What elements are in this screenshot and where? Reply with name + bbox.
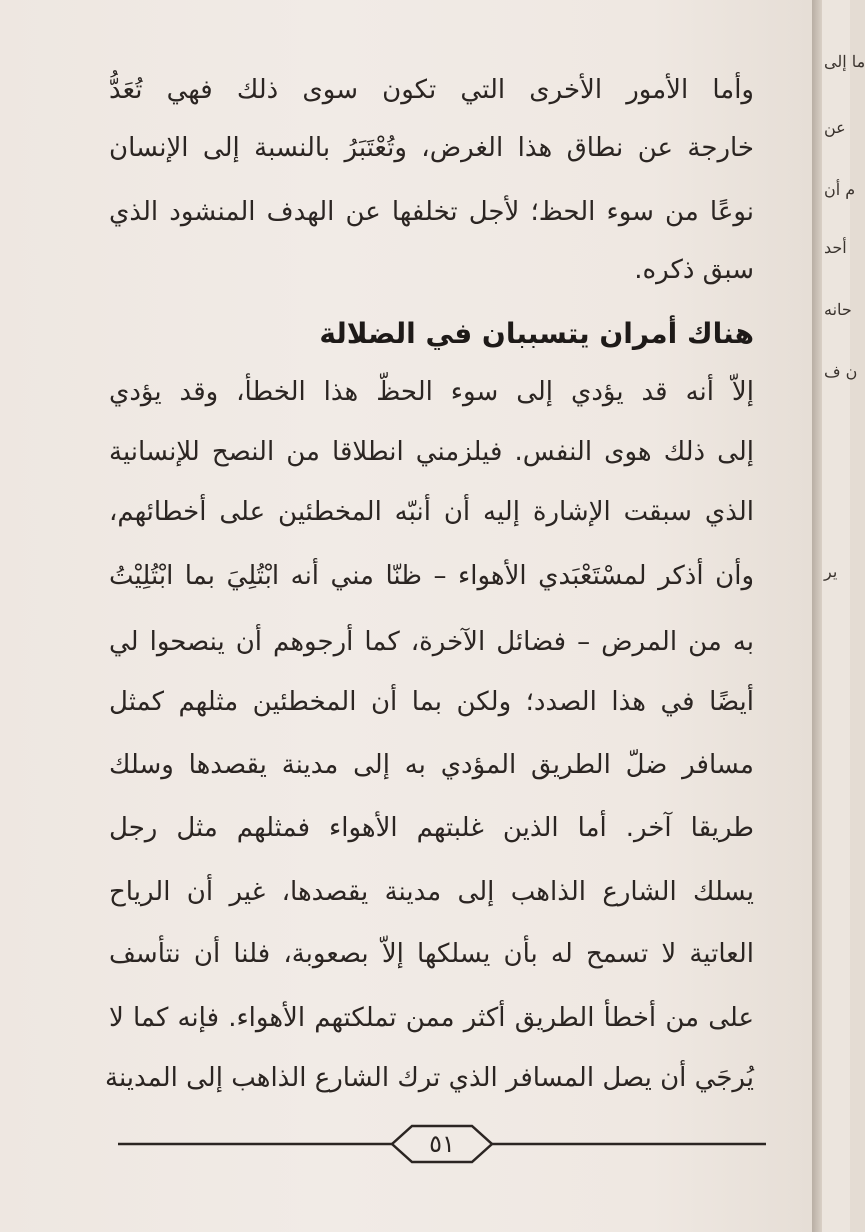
text-line: العاتية لا تسمح له بأن يسلكها إلاّ بصعوبة، فلنا أن نتأسف — [109, 939, 754, 969]
text-line: أيضًا في هذا الصدد؛ ولكن بما أن المخطئين مثلهم كمثل — [109, 687, 754, 717]
text-line: على من أخطأ الطريق أكثر ممن تملكتهم الأهواء. فإنه كما لا — [109, 1003, 754, 1033]
text-line: يُرجَي أن يصل المسافر الذي ترك الشارع الذاهب إلى المدينة — [105, 1063, 754, 1093]
adjacent-page-fragment: عن — [824, 118, 846, 137]
text-line: وأن أذكر لمسْتَعْبَدي الأهواء – ظنّا مني أنه ابْتُلِيَ بما ابْتُلِيْتُ — [109, 561, 754, 591]
text-line: إلاّ أنه قد يؤدي إلى سوء الحظّ هذا الخطأ، وقد يؤدي — [109, 377, 754, 407]
text-line: به من المرض – فضائل الآخرة، كما أرجوهم أن ينصحوا لي — [109, 627, 754, 657]
page-footer — [118, 1122, 766, 1166]
adjacent-page-fragment: ير — [824, 562, 838, 581]
text-line: مسافر ضلّ الطريق المؤدي به إلى مدينة يقصدها وسلك — [109, 750, 754, 780]
adjacent-page-fragment: ما إلى — [824, 52, 865, 71]
text-line: إلى ذلك هوى النفس. فيلزمني انطلاقا من النصح للإنسانية — [109, 437, 754, 467]
page-number: ٥١ — [429, 1130, 455, 1158]
text-line: طريقا آخر. أما الذين غلبتهم الأهواء فمثلهم مثل رجل — [109, 813, 754, 843]
text-line: نوعًا من سوء الحظ؛ لأجل تخلفها عن الهدف المنشود الذي — [109, 197, 754, 227]
book-spine-gap — [812, 0, 822, 1232]
adjacent-page-fragment: أحد — [824, 238, 847, 257]
text-line: سبق ذكره. — [634, 255, 754, 285]
adjacent-page-fragment: ن ف — [824, 362, 858, 381]
text-line: وأما الأمور الأخرى التي تكون سوى ذلك فهي تُعَدُّ — [109, 75, 754, 105]
adjacent-page-fragment: م أن — [824, 180, 856, 199]
adjacent-page-fragment: حانه — [824, 300, 852, 319]
section-heading: هناك أمران يتسببان في الضلالة — [319, 317, 754, 350]
text-line: خارجة عن نطاق هذا الغرض، وتُعْتَبَرُ بالنسبة إلى الإنسان — [109, 133, 754, 163]
text-line: يسلك الشارع الذاهب إلى مدينة يقصدها، غير أن الرياح — [109, 877, 754, 907]
adjacent-page-edge — [822, 0, 865, 1232]
text-line: الذي سبقت الإشارة إليه أن أنبّه المخطئين على أخطائهم، — [109, 497, 754, 527]
